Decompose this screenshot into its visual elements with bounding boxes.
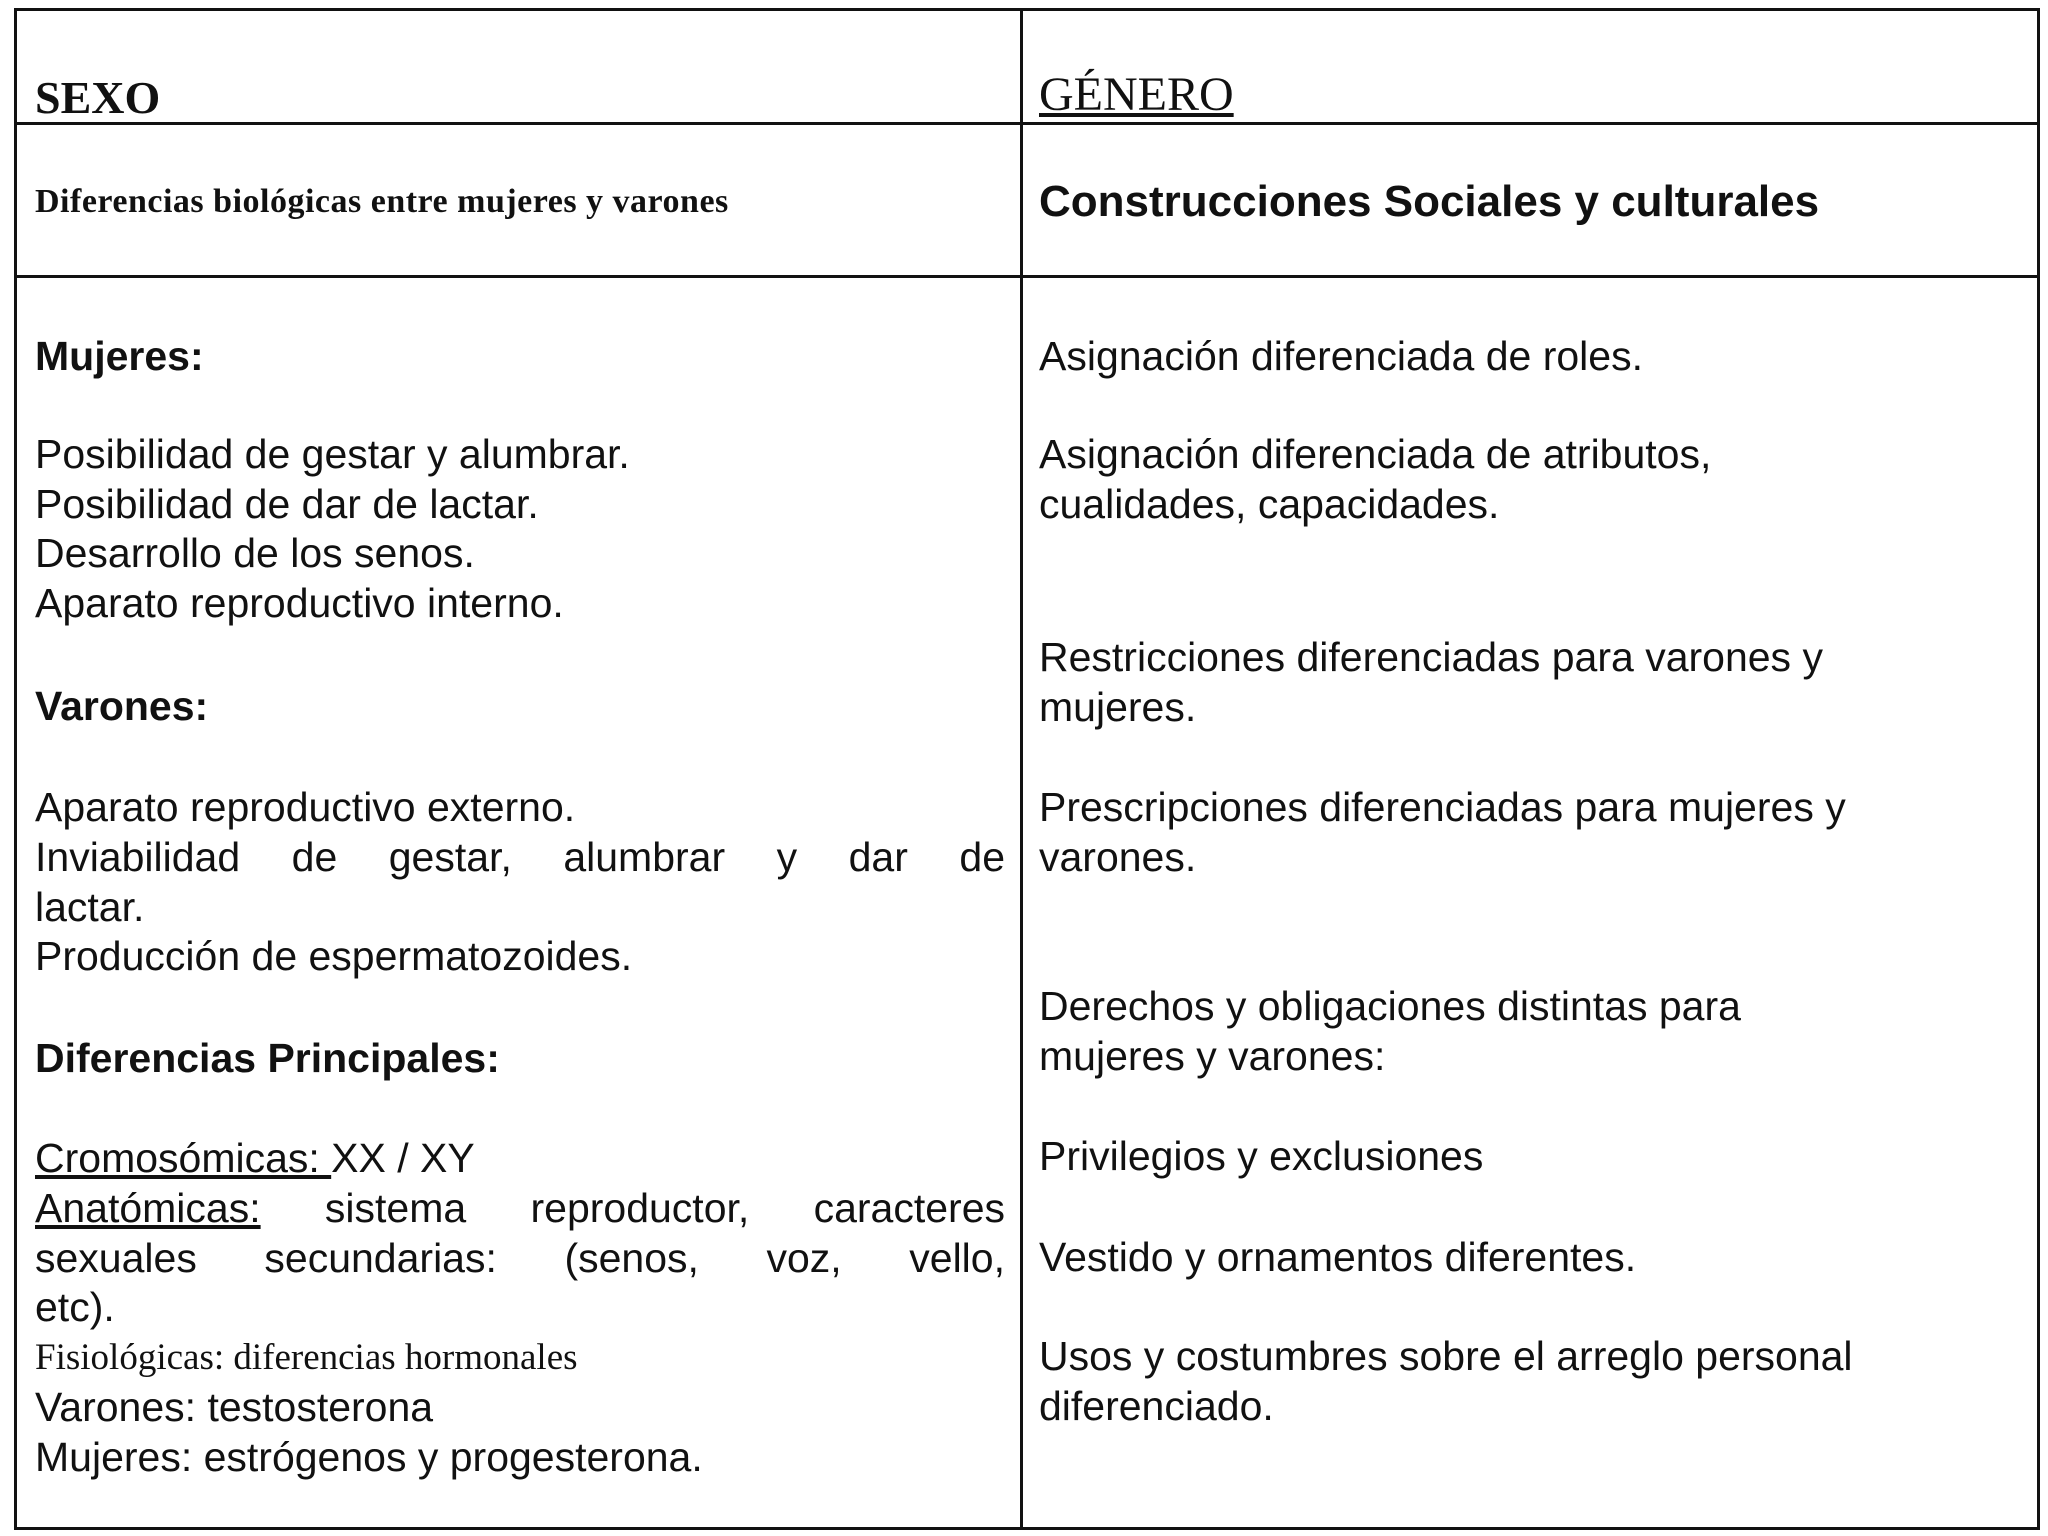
mujeres-item: Posibilidad de gestar y alumbrar. <box>35 431 630 477</box>
mujeres-hormona: Mujeres: estrógenos y progesterona. <box>35 1434 703 1480</box>
genero-item: mujeres y varones: <box>1039 1033 1386 1079</box>
varones-item: Inviabilidad de gestar, alumbrar y dar de <box>35 834 1005 880</box>
anatomicas-line: sexuales secundarias: (senos, voz, vello, <box>35 1235 1005 1281</box>
varones-item: lactar. <box>35 884 145 930</box>
cromosomicas-value: XX / XY <box>331 1135 475 1181</box>
anatomicas-label: Anatómicas: <box>35 1185 261 1231</box>
genero-item: Restricciones diferenciadas para varones y <box>1039 634 1823 680</box>
genero-item: Derechos y obligaciones distintas para <box>1039 983 1741 1029</box>
genero-item: Prescripciones diferenciadas para mujeres y <box>1039 784 1846 830</box>
mujeres-item: Posibilidad de dar de lactar. <box>35 481 539 527</box>
anatomicas-value: sistema reproductor, caracteres <box>260 1185 1005 1231</box>
genero-item: diferenciado. <box>1039 1383 1274 1429</box>
subheader-genero: Construcciones Sociales y culturales <box>1039 177 1820 226</box>
genero-item: Asignación diferenciada de atributos, <box>1039 431 1712 477</box>
anatomicas-line <box>35 1183 1005 1233</box>
genero-item: Usos y costumbres sobre el arreglo personal <box>1039 1333 1853 1379</box>
header-row-divider <box>17 122 2037 125</box>
cromosomicas-line <box>35 1133 475 1183</box>
genero-item: Privilegios y exclusiones <box>1039 1133 1484 1179</box>
genero-item: Vestido y ornamentos diferentes. <box>1039 1234 1637 1280</box>
mujeres-item: Desarrollo de los senos. <box>35 530 475 576</box>
column-divider <box>1020 11 1023 1527</box>
diferencias-title: Diferencias Principales: <box>35 1035 500 1081</box>
mujeres-item: Aparato reproductivo interno. <box>35 580 564 626</box>
genero-item: cualidades, capacidades. <box>1039 481 1500 527</box>
anatomicas-line: etc). <box>35 1284 115 1330</box>
genero-item: Asignación diferenciada de roles. <box>1039 333 1643 379</box>
fisiologicas-line: Fisiológicas: diferencias hormonales <box>35 1337 578 1378</box>
cromosomicas-label: Cromosómicas: <box>35 1135 332 1181</box>
header-sexo: SEXO <box>35 72 161 123</box>
varones-item: Aparato reproductivo externo. <box>35 784 576 830</box>
comparison-table <box>14 8 2040 1530</box>
subheader-sexo: Diferencias biológicas entre mujeres y varones <box>35 183 729 220</box>
varones-item: Producción de espermatozoides. <box>35 933 633 979</box>
header-genero: GÉNERO <box>1039 68 1234 121</box>
mujeres-title: Mujeres: <box>35 333 204 379</box>
genero-item: mujeres. <box>1039 684 1197 730</box>
genero-item: varones. <box>1039 834 1197 880</box>
varones-hormona: Varones: testosterona <box>35 1384 434 1430</box>
subheader-row-divider <box>17 275 2037 278</box>
varones-title: Varones: <box>35 683 209 729</box>
